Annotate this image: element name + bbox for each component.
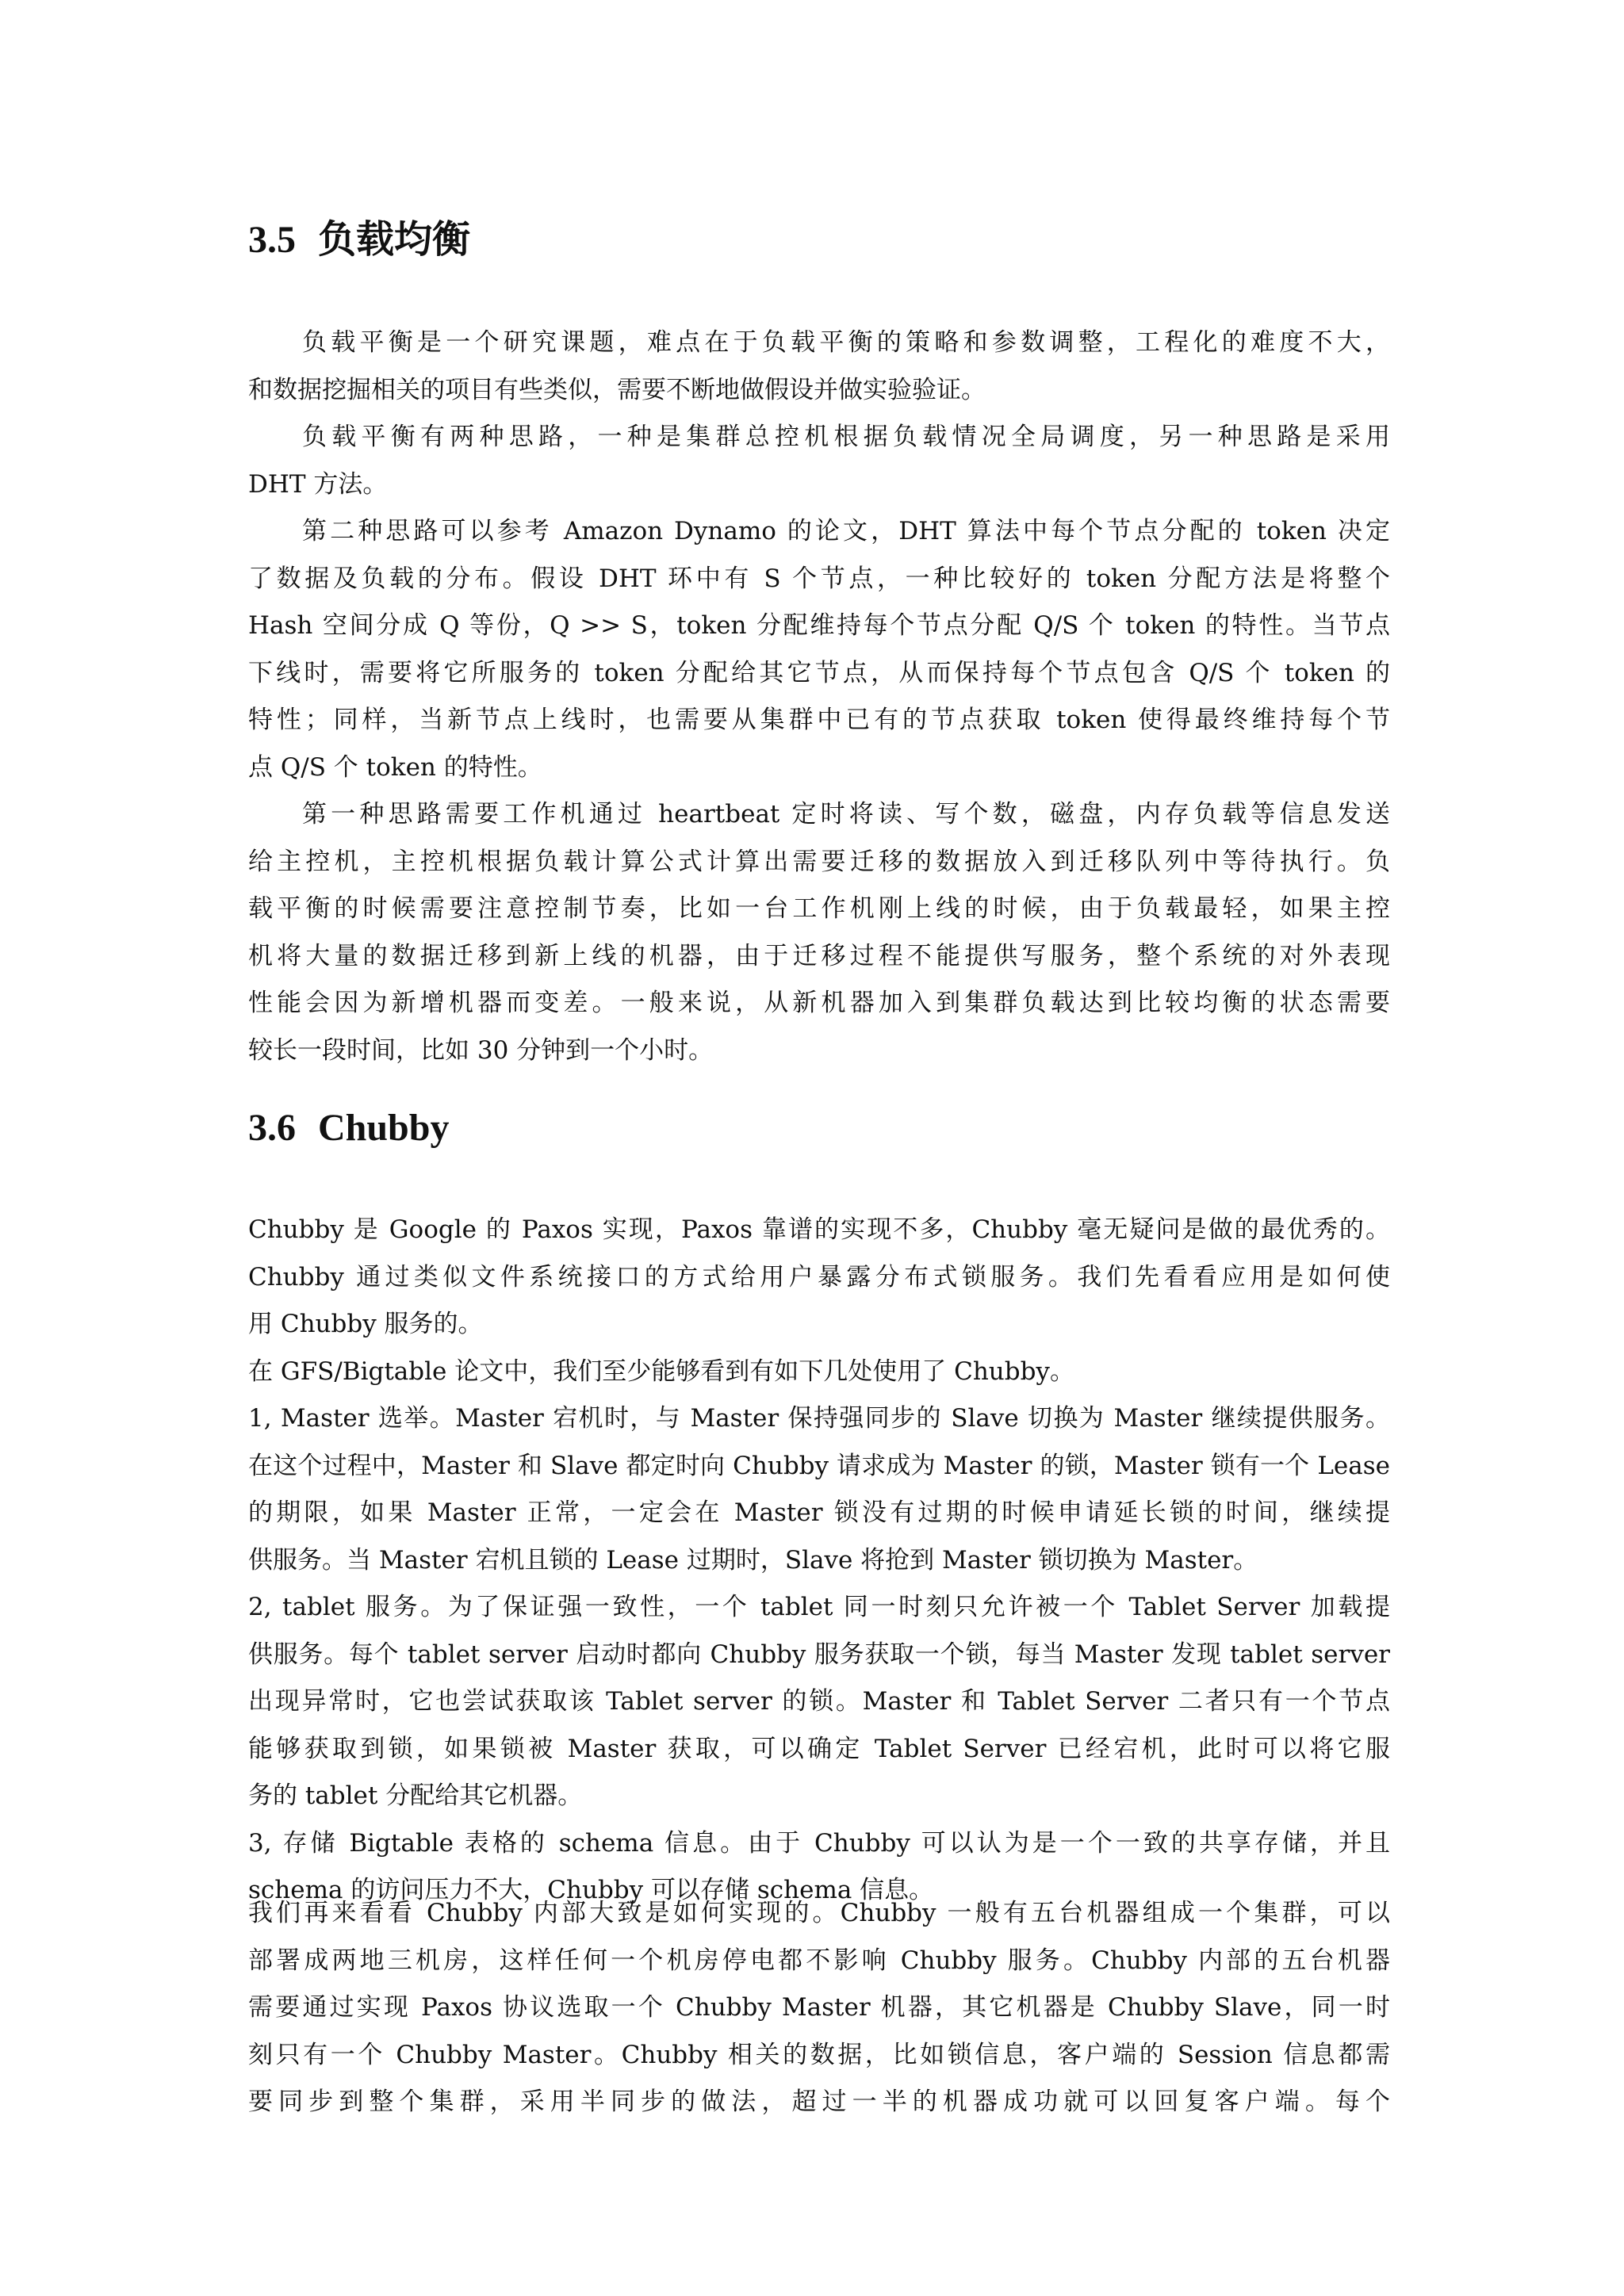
text-line: 负载平衡有两种思路，一种是集群总控机根据负载情况全局调度，另一种思路是采用: [302, 423, 1390, 451]
text-line: 部署成两地三机房，这样任何一个机房停电都不影响 Chubby 服务。Chubby 内部的五台机器: [248, 1946, 1390, 1975]
paragraph: [248, 791, 1390, 1074]
text-line: 在 GFS/Bigtable 论文中，我们至少能够看到有如下几处使用了 Chubby。: [248, 1357, 1074, 1386]
text-line: 载平衡的时候需要注意控制节奏，比如一台工作机刚上线的时候，由于负载最轻，如果主控: [248, 894, 1390, 923]
paragraph: [248, 1207, 1390, 1915]
text-line: 的期限，如果 Master 正常，一定会在 Master 锁没有过期的时候申请延长锁的时间，继续提: [248, 1498, 1390, 1527]
text-line: DHT 方法。: [248, 469, 388, 499]
text-line: 供服务。当 Master 宕机且锁的 Lease 过期时，Slave 将抢到 Master 锁切换为 Master。: [248, 1545, 1258, 1575]
text-line: 供服务。每个 tablet server 启动时都向 Chubby 服务获取一个锁，每当 Master 发现 tablet server: [248, 1640, 1390, 1669]
text-line: 点 Q/S 个 token 的特性。: [248, 752, 542, 782]
paragraph: [248, 320, 1390, 414]
text-line: 要同步到整个集群，采用半同步的做法，超过一半的机器成功就可以回复客户端。每个: [248, 2087, 1390, 2116]
text-line: 用 Chubby 服务的。: [248, 1310, 483, 1338]
text-line: 1, Master 选举。Master 宕机时，与 Master 保持强同步的 Slave 切换为 Master 继续提供服务。: [248, 1404, 1390, 1433]
section-3-6: [248, 1103, 1390, 1154]
text-line: 下线时，需要将它所服务的 token 分配给其它节点，从而保持每个节点包含 Q/S 个 token 的: [248, 658, 1390, 687]
section-heading: [248, 215, 1390, 266]
text-line: 能够获取到锁，如果锁被 Master 获取，可以确定 Tablet Server 已经宕机，此时可以将它服: [248, 1734, 1390, 1763]
text-line: 第二种思路可以参考 Amazon Dynamo 的论文，DHT 算法中每个节点分配的 token 决定: [302, 517, 1390, 545]
text-line: 第一种思路需要工作机通过 heartbeat 定时将读、写个数，磁盘，内存负载等信息发送: [302, 800, 1390, 828]
text-line: 我们再来看看 Chubby 内部大致是如何实现的。Chubby 一般有五台机器组成一个集群，可以: [248, 1899, 1390, 1927]
paragraph: [248, 508, 1390, 791]
text-line: 务的 tablet 分配给其它机器。: [248, 1781, 583, 1810]
text-line: 2, tablet 服务。为了保证强一致性，一个 tablet 同一时刻只允许被一个 Tablet Server 加载提: [248, 1593, 1390, 1621]
text-line: 出现异常时，它也尝试获取该 Tablet server 的锁。Master 和 Tablet Server 二者只有一个节点: [248, 1687, 1390, 1716]
text-line: 刻只有一个 Chubby Master。Chubby 相关的数据，比如锁信息，客户端的 Session 信息都需: [248, 2040, 1390, 2069]
text-line: 和数据挖掘相关的项目有些类似，需要不断地做假设并做实验验证。: [248, 375, 986, 404]
section-3-5: [248, 215, 1390, 266]
text-line: 了数据及负载的分布。假设 DHT 环中有 S 个节点，一种比较好的 token 分配方法是将整个: [248, 564, 1390, 593]
section-3-6-body-continued: [248, 1890, 1390, 2126]
section-title: 负载均衡: [318, 219, 471, 261]
text-line: 性能会因为新增机器而变差。一般来说，从新机器加入到集群负载达到比较均衡的状态需要: [248, 989, 1390, 1017]
text-line: 较长一段时间，比如 30 分钟到一个小时。: [248, 1035, 714, 1065]
section-title: Chubby: [318, 1107, 450, 1149]
text-line: schema 的访问压力不大，Chubby 可以存储 schema 信息。: [248, 1876, 934, 1904]
paragraph: [248, 1890, 1390, 2126]
text-line: 在这个过程中，Master 和 Slave 都定时向 Chubby 请求成为 Master 的锁，Master 锁有一个 Lease: [248, 1451, 1390, 1480]
paragraph: [248, 414, 1390, 508]
section-number: 3.5: [248, 219, 296, 261]
text-line: Hash 空间分成 Q 等份，Q >> S，token 分配维持每个节点分配 Q/S 个 token 的特性。当节点: [248, 611, 1390, 640]
section-3-5-body: [248, 320, 1390, 1074]
text-line: 给主控机，主控机根据负载计算公式计算出需要迁移的数据放入到迁移队列中等待执行。负: [248, 847, 1390, 876]
text-line: 特性；同样，当新节点上线时，也需要从集群中已有的节点获取 token 使得最终维持每个节: [248, 706, 1390, 734]
text-line: 需要通过实现 Paxos 协议选取一个 Chubby Master 机器，其它机器是 Chubby Slave，同一时: [248, 1993, 1390, 2022]
section-number: 3.6: [248, 1107, 296, 1149]
section-3-6-body: [248, 1207, 1390, 1915]
text-line: 3, 存储 Bigtable 表格的 schema 信息。由于 Chubby 可以认为是一个一致的共享存储，并且: [248, 1828, 1390, 1858]
text-line: 机将大量的数据迁移到新上线的机器，由于迁移过程不能提供写服务，整个系统的对外表现: [248, 941, 1390, 970]
section-heading: [248, 1103, 1390, 1154]
text-line: 负载平衡是一个研究课题，难点在于负载平衡的策略和参数调整，工程化的难度不大，: [302, 328, 1390, 357]
text-line: Chubby 通过类似文件系统接口的方式给用户暴露分布式锁服务。我们先看看应用是如何使: [248, 1262, 1390, 1292]
text-line: Chubby 是 Google 的 Paxos 实现，Paxos 靠谱的实现不多，Chubby 毫无疑问是做的最优秀的。: [248, 1215, 1390, 1244]
